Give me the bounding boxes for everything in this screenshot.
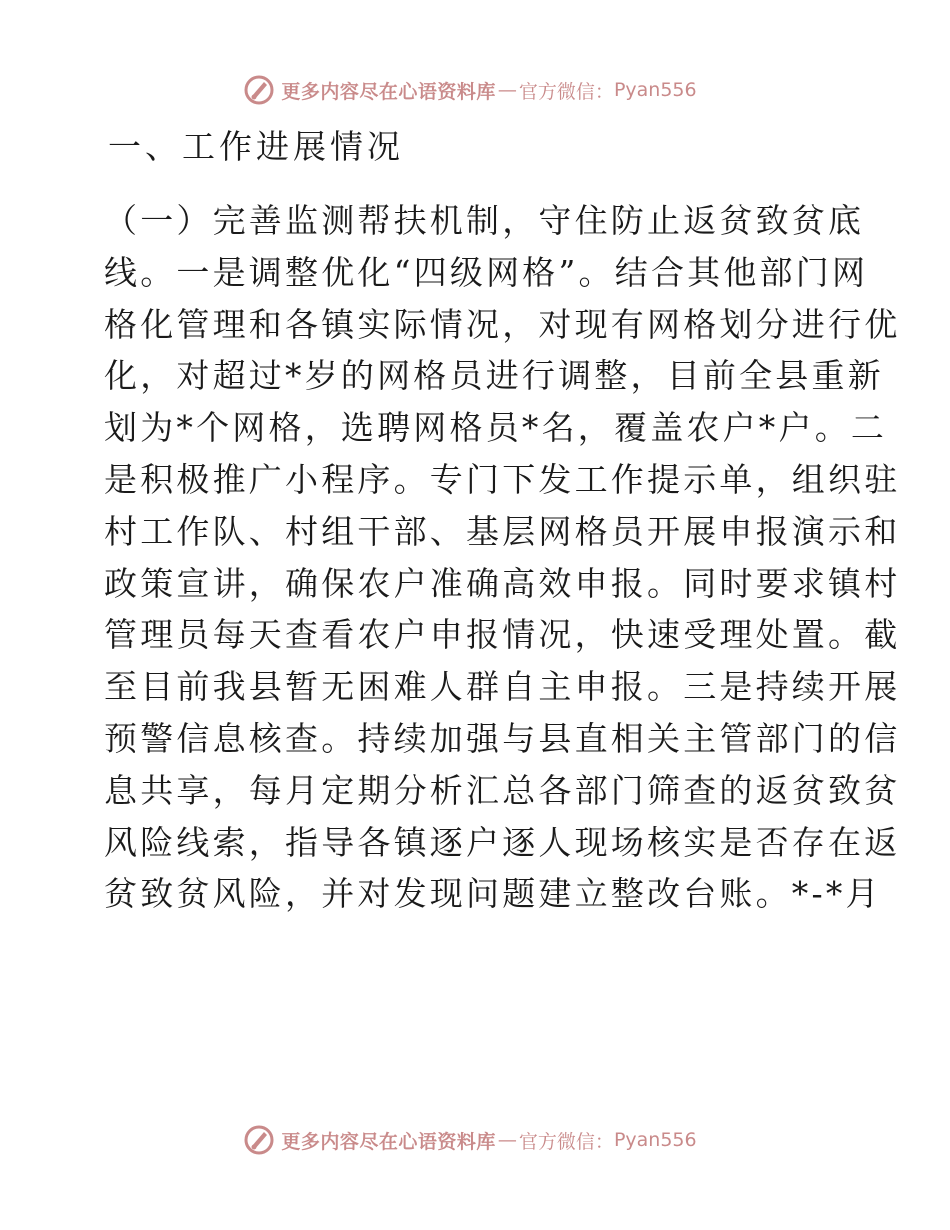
watermark-separator: —: [497, 79, 517, 101]
paragraph-line: 息共享，每月定期分析汇总各部门筛查的返贫致贫: [104, 770, 901, 810]
watermark-official-label: 官方微信：: [518, 80, 614, 103]
footer-watermark: [0, 1120, 950, 1160]
paragraph-line: 政策宣讲，确保农户准确高效申报。同时要求镇村: [104, 563, 901, 603]
brand-logo-icon: [243, 1124, 275, 1156]
paragraph-line: 预警信息核查。持续加强与县直相关主管部门的信: [104, 718, 901, 758]
watermark-brand-text: 更多内容尽在心语资料库: [281, 80, 496, 103]
brand-logo-icon: [243, 74, 275, 106]
header-watermark: [0, 70, 950, 110]
watermark-wechat-id: Pyan556: [613, 1129, 697, 1151]
paragraph-line: 管理员每天查看农户申报情况，快速受理处置。截: [104, 615, 901, 655]
watermark-official-label: 官方微信：: [518, 1130, 614, 1153]
watermark-content: [243, 74, 696, 106]
watermark-separator: —: [497, 1129, 517, 1151]
watermark-brand-text: 更多内容尽在心语资料库: [281, 1130, 496, 1153]
watermark-content: [243, 1124, 696, 1156]
paragraph-line: 至目前我县暂无困难人群自主申报。三是持续开展: [104, 667, 901, 707]
paragraph-line: 划为*个网格，选聘网格员*名，覆盖农户*户。二: [104, 408, 888, 448]
paragraph-line: 格化管理和各镇实际情况，对现有网格划分进行优: [104, 304, 901, 344]
paragraph-line: 线。一是调整优化“四级网格”。结合其他部门网: [104, 252, 869, 292]
paragraph-line: 化，对超过*岁的网格员进行调整，目前全县重新: [104, 356, 884, 396]
watermark-wechat-id: Pyan556: [613, 79, 697, 101]
paragraph-line: 是积极推广小程序。专门下发工作提示单，组织驻: [104, 459, 901, 499]
section-heading: 一、工作进展情况: [108, 127, 404, 166]
paragraph-line: （一）完善监测帮扶机制，守住防止返贫致贫底: [104, 201, 865, 240]
document-paragraph: [104, 195, 901, 920]
paragraph-line: 风险线索，指导各镇逐户逐人现场核实是否存在返: [104, 822, 901, 862]
paragraph-line: 贫致贫风险，并对发现问题建立整改台账。*-*月: [104, 874, 882, 914]
paragraph-line: 村工作队、村组干部、基层网格员开展申报演示和: [104, 511, 901, 551]
